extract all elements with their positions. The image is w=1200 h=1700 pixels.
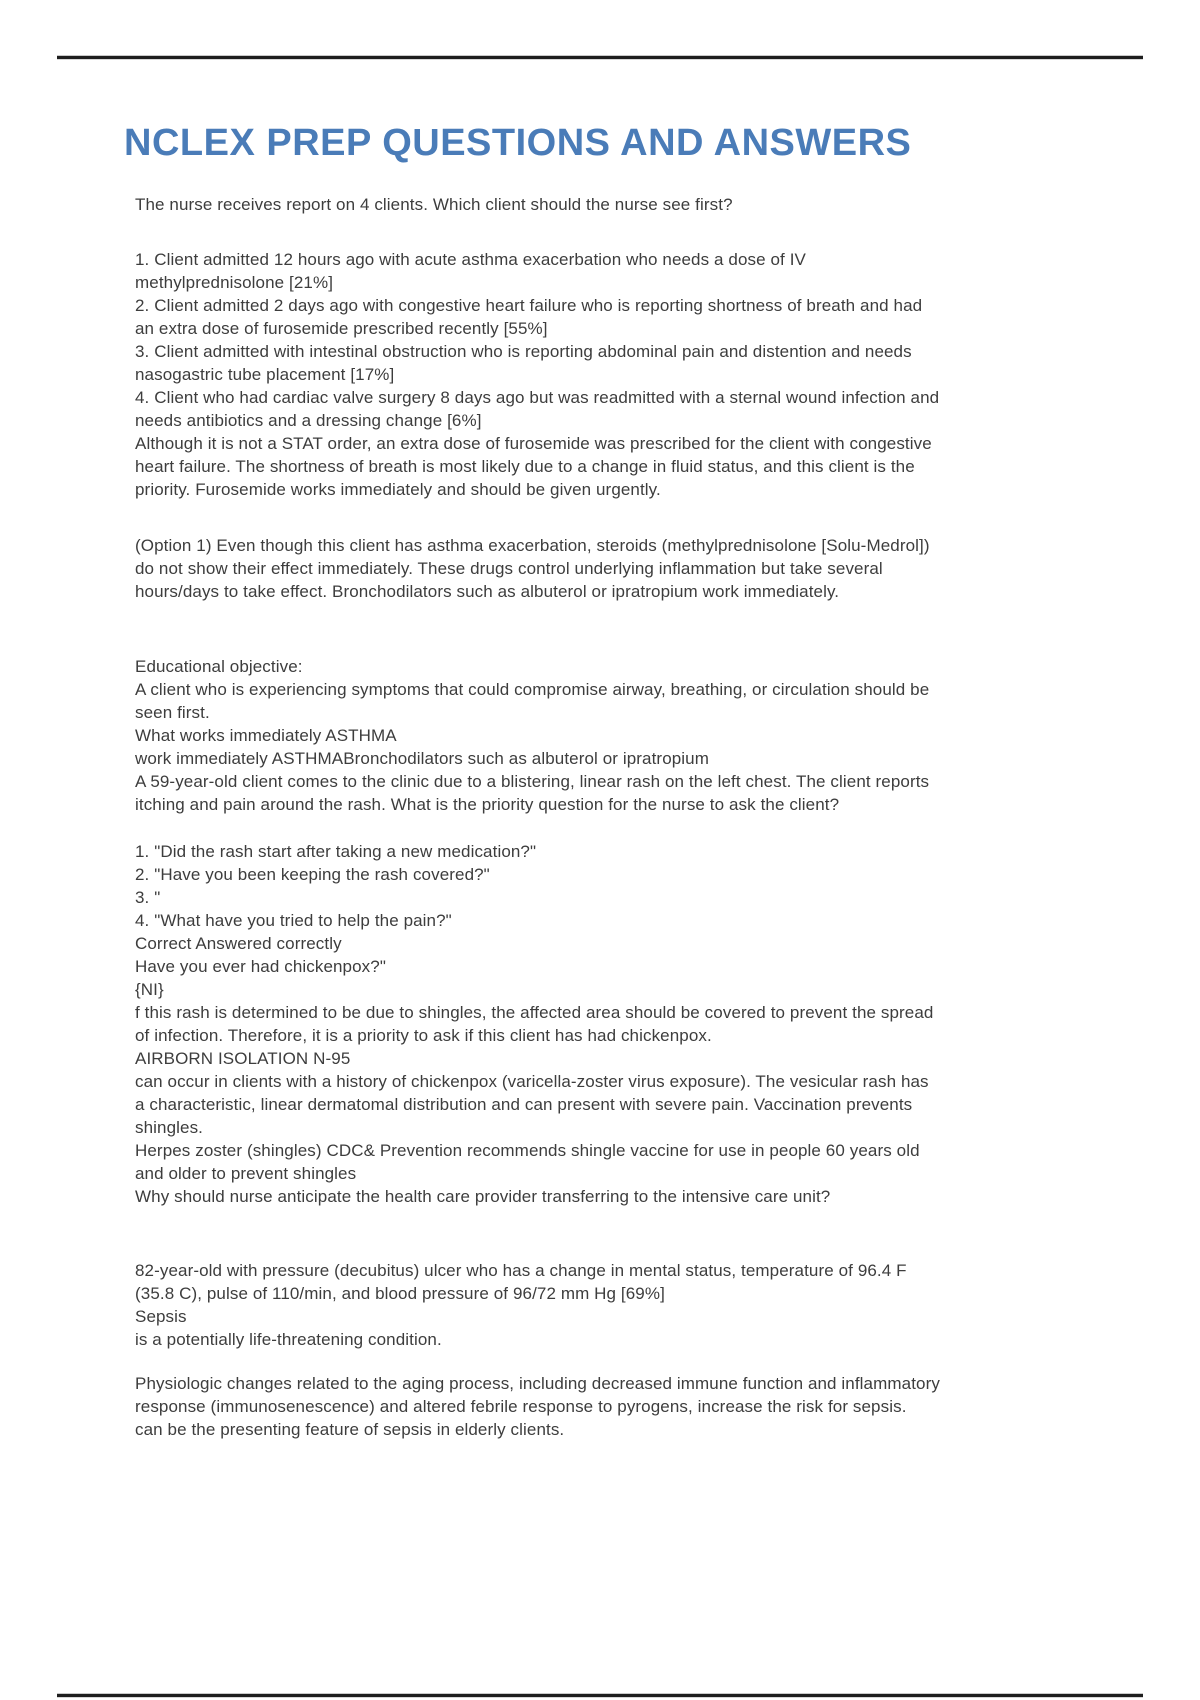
text-line: AIRBORN ISOLATION N-95 [135,1049,351,1068]
text-line: 2. "Have you been keeping the rash covered?" [135,865,490,884]
text-line: work immediately ASTHMABronchodilators such as albuterol or ipratropium [135,749,709,768]
text-line: can be the presenting feature of sepsis in elderly clients. [135,1420,565,1439]
text-line: of infection. Therefore, it is a priority to ask if this client has had chickenpox. [135,1026,712,1045]
text-line: 2. Client admitted 2 days ago with congestive heart failure who is reporting shortness of breath and had [135,296,923,315]
paragraph [135,1259,1095,1351]
text-line: Educational objective: [135,657,303,676]
text-line: 4. "What have you tried to help the pain?" [135,911,452,930]
text-line: response (immunosenescence) and altered febrile response to pyrogens, increase the risk for sepsis. [135,1397,907,1416]
text-line: 3. Client admitted with intestinal obstruction who is reporting abdominal pain and distention and needs [135,342,912,361]
text-line: 4. Client who had cardiac valve surgery 8 days ago but was readmitted with a sternal wound infection and [135,388,940,407]
top-page-rule [57,56,1143,59]
text-line: f this rash is determined to be due to shingles, the affected area should be covered to prevent the spread [135,1003,934,1022]
text-line: Why should nurse anticipate the health care provider transferring to the intensive care unit? [135,1187,831,1206]
paragraph [135,248,1095,501]
text-line: itching and pain around the rash. What is the priority question for the nurse to ask the client? [135,795,840,814]
text-line: can occur in clients with a history of chickenpox (varicella-zoster virus exposure). The vesicular rash has [135,1072,929,1091]
text-line: (Option 1) Even though this client has asthma exacerbation, steroids (methylprednisolone [Solu-Medrol]) [135,536,930,555]
text-line: nasogastric tube placement [17%] [135,365,395,384]
text-line: 82-year-old with pressure (decubitus) ulcer who has a change in mental status, temperature of 96.4 F [135,1261,907,1280]
text-line: a characteristic, linear dermatomal distribution and can present with severe pain. Vaccination prevents [135,1095,913,1114]
text-line: A client who is experiencing symptoms that could compromise airway, breathing, or circulation should be [135,680,930,699]
text-line: A 59-year-old client comes to the clinic due to a blistering, linear rash on the left chest. The client reports [135,772,930,791]
text-line: hours/days to take effect. Bronchodilators such as albuterol or ipratropium work immediately. [135,582,840,601]
text-line: Physiologic changes related to the aging process, including decreased immune function and inflammatory [135,1374,940,1393]
page-title: NCLEX PREP QUESTIONS AND ANSWERS [124,122,912,164]
text-line: 1. "Did the rash start after taking a new medication?" [135,842,537,861]
text-line: {NI} [135,980,164,999]
paragraph [135,193,1095,216]
text-line: Although it is not a STAT order, an extra dose of furosemide was prescribed for the client with congestive [135,434,932,453]
text-line: priority. Furosemide works immediately and should be given urgently. [135,480,661,499]
document-body [135,193,1095,1441]
text-line: needs antibiotics and a dressing change [6%] [135,411,482,430]
text-line: Correct Answered correctly [135,934,342,953]
paragraph [135,655,1095,816]
text-line: heart failure. The shortness of breath is most likely due to a change in fluid status, and this client is the [135,457,915,476]
text-line: The nurse receives report on 4 clients. Which client should the nurse see first? [135,195,733,214]
text-line: methylprednisolone [21%] [135,273,334,292]
text-line: 1. Client admitted 12 hours ago with acute asthma exacerbation who needs a dose of IV [135,250,806,269]
text-line: What works immediately ASTHMA [135,726,397,745]
paragraph [135,840,1095,1208]
text-line: shingles. [135,1118,203,1137]
text-line: Sepsis [135,1307,187,1326]
paragraph [135,1372,1095,1441]
text-line: 3. " [135,888,161,907]
text-line: is a potentially life-threatening condition. [135,1330,442,1349]
text-line: and older to prevent shingles [135,1164,357,1183]
paragraph [135,534,1095,603]
text-line: Herpes zoster (shingles) CDC& Prevention recommends shingle vaccine for use in people 60 years old [135,1141,920,1160]
text-line: an extra dose of furosemide prescribed recently [55%] [135,319,548,338]
bottom-page-rule [57,1694,1143,1697]
text-line: seen first. [135,703,210,722]
text-line: Have you ever had chickenpox?" [135,957,386,976]
text-line: do not show their effect immediately. These drugs control underlying inflammation but take several [135,559,883,578]
text-line: (35.8 C), pulse of 110/min, and blood pressure of 96/72 mm Hg [69%] [135,1284,665,1303]
